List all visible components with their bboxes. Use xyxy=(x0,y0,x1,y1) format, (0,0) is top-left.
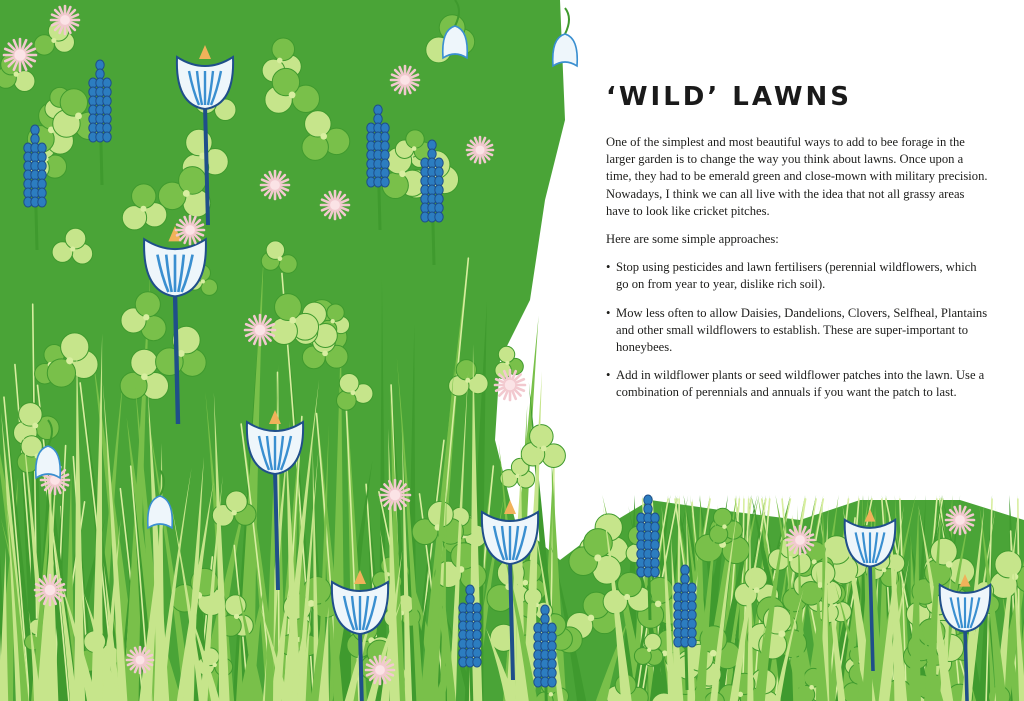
list-item-text: Mow less often to allow Daisies, Dandelions, Clovers, Selfheal, Plantains and other small wildflowers to establish. These are super-important to honeybees. xyxy=(616,305,988,355)
bullet-icon: • xyxy=(606,368,611,383)
list-item-text: Stop using pesticides and lawn fertilisers (perennial wildflowers, which go on from year to year, dislike rich soil). xyxy=(616,260,977,292)
bullet-icon: • xyxy=(606,260,611,275)
text-column xyxy=(590,82,990,413)
clover-flower xyxy=(321,191,349,219)
clover-flower xyxy=(127,647,153,673)
clover-flower xyxy=(176,216,204,244)
clover-flower xyxy=(786,526,814,554)
clover-flower xyxy=(467,137,493,163)
clover-flower xyxy=(946,506,974,534)
list-item xyxy=(606,259,990,293)
clover-flower xyxy=(245,315,275,345)
clover-flower xyxy=(4,39,36,71)
clover-flower xyxy=(495,370,525,400)
list-item xyxy=(606,367,990,401)
list-item xyxy=(606,305,990,357)
clover-flower xyxy=(51,6,79,34)
approach-list xyxy=(590,259,990,401)
clover-flower xyxy=(35,575,65,605)
page-title: ‘WILD’ LAWNS xyxy=(606,82,852,112)
intro-paragraph: One of the simplest and most beautiful ways to add to bee forage in the larger garden is to change the way you think about lawns. Once upon a time, they had to be emerald green and close-mown with military precision. Nowadays, I think we can all live with the idea that not all grassy areas have to look like cricket pitches. xyxy=(606,135,988,218)
bullet-icon: • xyxy=(606,305,611,320)
clover-flower xyxy=(261,171,289,199)
clover-flower xyxy=(366,656,394,684)
clover-flower xyxy=(380,480,410,510)
list-item-text: Add in wildflower plants or seed wildflower patches into the lawn. Use a combination of perennials and annuals if you want the patch to last. xyxy=(616,368,985,400)
lead-paragraph: Here are some simple approaches: xyxy=(606,232,779,247)
clover-flower xyxy=(391,66,419,94)
